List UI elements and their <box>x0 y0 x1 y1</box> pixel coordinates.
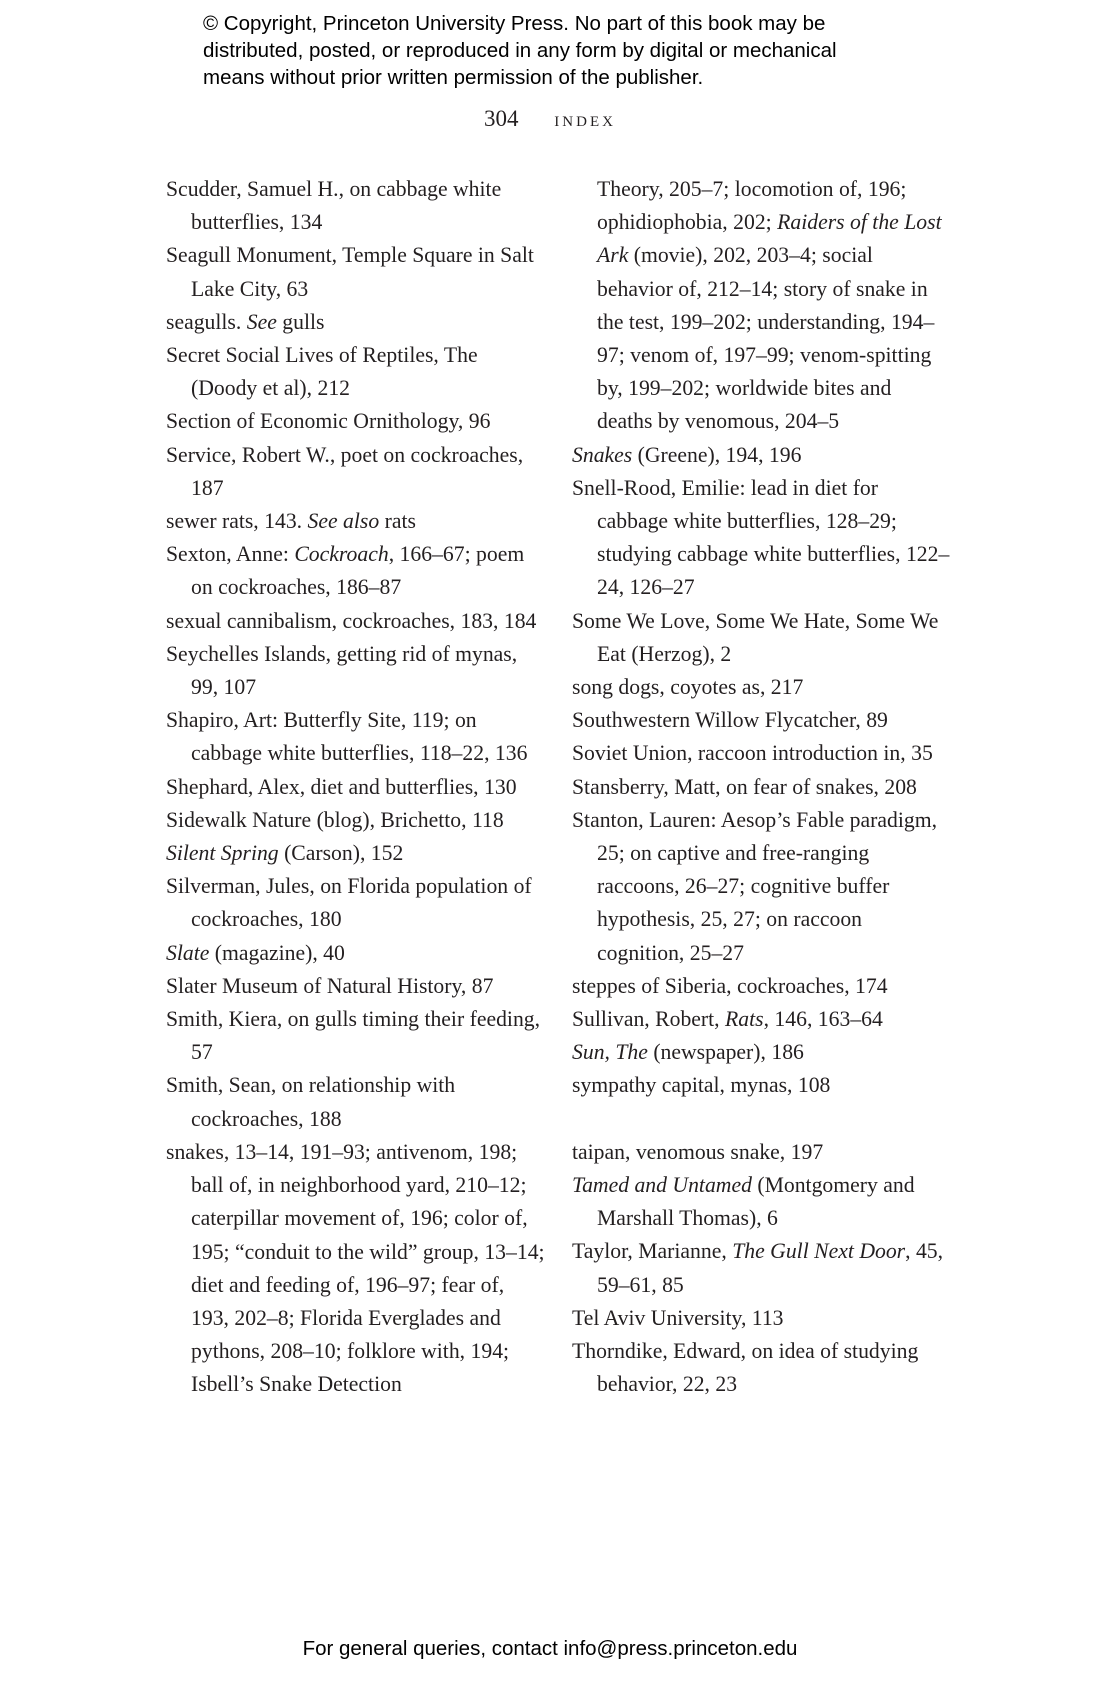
index-entry: Silent Spring (Carson), 152 <box>166 841 404 866</box>
index-entry: Stanton, Lauren: Aesop’s Fable paradigm, 25; on captive and free-ranging raccoons, 26–27; cognitive buffer hypothesis, 25, 27; on raccoon cognition, 25–27 <box>572 807 938 965</box>
index-entry: Sullivan, Robert, Rats, 146, 163–64 <box>572 1007 883 1032</box>
copyright-line-2: distributed, posted, or reproduced in any form by digital or mechanical <box>203 39 837 62</box>
index-entry: Service, Robert W., poet on cockroaches, 187 <box>166 442 524 500</box>
index-entry: song dogs, coyotes as, 217 <box>572 675 804 700</box>
index-entry: Shapiro, Art: Butterfly Site, 119; on cabbage white butterflies, 118–22, 136 <box>166 708 528 766</box>
index-entry: sympathy capital, mynas, 108 <box>572 1073 831 1098</box>
index-column-right <box>572 173 952 1402</box>
index-entry: snakes, 13–14, 191–93; antivenom, 198; ball of, in neighborhood yard, 210–12; caterpillar movement of, 196; color of, 195; “conduit to the wild” group, 13–14; diet and feeding of, 196–97; fear of, 193, 202–8; Florida Everglades and pythons, 208–10; folklore with, 194; Isbell’s Snake Detection <box>166 1139 545 1397</box>
index-entry: Sun, The (newspaper), 186 <box>572 1040 804 1065</box>
index-entry: Southwestern Willow Flycatcher, 89 <box>572 708 888 733</box>
index-entry: sewer rats, 143. See also rats <box>166 509 416 534</box>
index-entry: Shephard, Alex, diet and butterflies, 130 <box>166 774 517 799</box>
copyright-line-3: means without prior written permission of the publisher. <box>203 66 704 89</box>
index-entry: Some We Love, Some We Hate, Some We Eat (Herzog), 2 <box>572 608 939 666</box>
index-entry: Thorndike, Edward, on idea of studying behavior, 22, 23 <box>572 1339 919 1397</box>
footer-contact: For general queries, contact info@press.princeton.edu <box>302 1637 798 1660</box>
index-entry: Snell-Rood, Emilie: lead in diet for cabbage white butterflies, 128–29; studying cabbage white butterflies, 122–24, 126–27 <box>572 475 950 600</box>
index-entry: Seychelles Islands, getting rid of mynas, 99, 107 <box>166 641 518 700</box>
index-entry: Scudder, Samuel H., on cabbage white butterflies, 134 <box>166 177 502 235</box>
running-head <box>0 106 1100 132</box>
copyright-line-1: © Copyright, Princeton University Press. No part of this book may be <box>203 12 826 35</box>
copyright-notice <box>203 10 963 91</box>
section-title: index <box>554 106 616 131</box>
index-entry-continuation: Theory, 205–7; locomotion of, 196; ophidiophobia, 202; Raiders of the Lost Ark (movie), 202, 203–4; social behavior of, 212–14; story of snake in the test, 199–202; understanding, 194–97; venom of, 197–99; venom-spitting by, 199–202; worldwide bites and deaths by venomous, 204–5 <box>597 177 942 434</box>
index-entry: Smith, Sean, on relationship with cockroaches, 188 <box>166 1073 456 1131</box>
index-entry: Stansberry, Matt, on fear of snakes, 208 <box>572 774 917 799</box>
page-number: 304 <box>484 106 519 131</box>
index-entry: Section of Economic Ornithology, 96 <box>166 409 491 434</box>
index-entry: Sidewalk Nature (blog), Brichetto, 118 <box>166 807 504 832</box>
index-entry: Secret Social Lives of Reptiles, The (Doody et al), 212 <box>166 343 478 401</box>
index-entry: steppes of Siberia, cockroaches, 174 <box>572 973 888 998</box>
index-entry: Slate (magazine), 40 <box>166 940 345 965</box>
index-entry: Slater Museum of Natural History, 87 <box>166 973 494 998</box>
index-entry: Soviet Union, raccoon introduction in, 35 <box>572 741 933 766</box>
index-entry: Silverman, Jules, on Florida population of cockroaches, 180 <box>166 874 532 932</box>
index-entry: Snakes (Greene), 194, 196 <box>572 442 802 467</box>
index-entry: Sexton, Anne: Cockroach, 166–67; poem on cockroaches, 186–87 <box>166 542 525 600</box>
index-entry: taipan, venomous snake, 197 <box>572 1139 824 1164</box>
index-entry: seagulls. See gulls <box>166 309 325 334</box>
letter-gap <box>572 1103 952 1136</box>
index-entry: Tamed and Untamed (Montgomery and Marshall Thomas), 6 <box>572 1173 915 1231</box>
index-entry: sexual cannibalism, cockroaches, 183, 184 <box>166 608 537 633</box>
index-entry: Seagull Monument, Temple Square in Salt Lake City, 63 <box>166 243 534 301</box>
index-column-left <box>166 173 546 1402</box>
index-entry: Smith, Kiera, on gulls timing their feeding, 57 <box>166 1007 541 1065</box>
index-entry: Taylor, Marianne, The Gull Next Door, 45, 59–61, 85 <box>572 1239 944 1297</box>
index-entry: Tel Aviv University, 113 <box>572 1305 784 1330</box>
